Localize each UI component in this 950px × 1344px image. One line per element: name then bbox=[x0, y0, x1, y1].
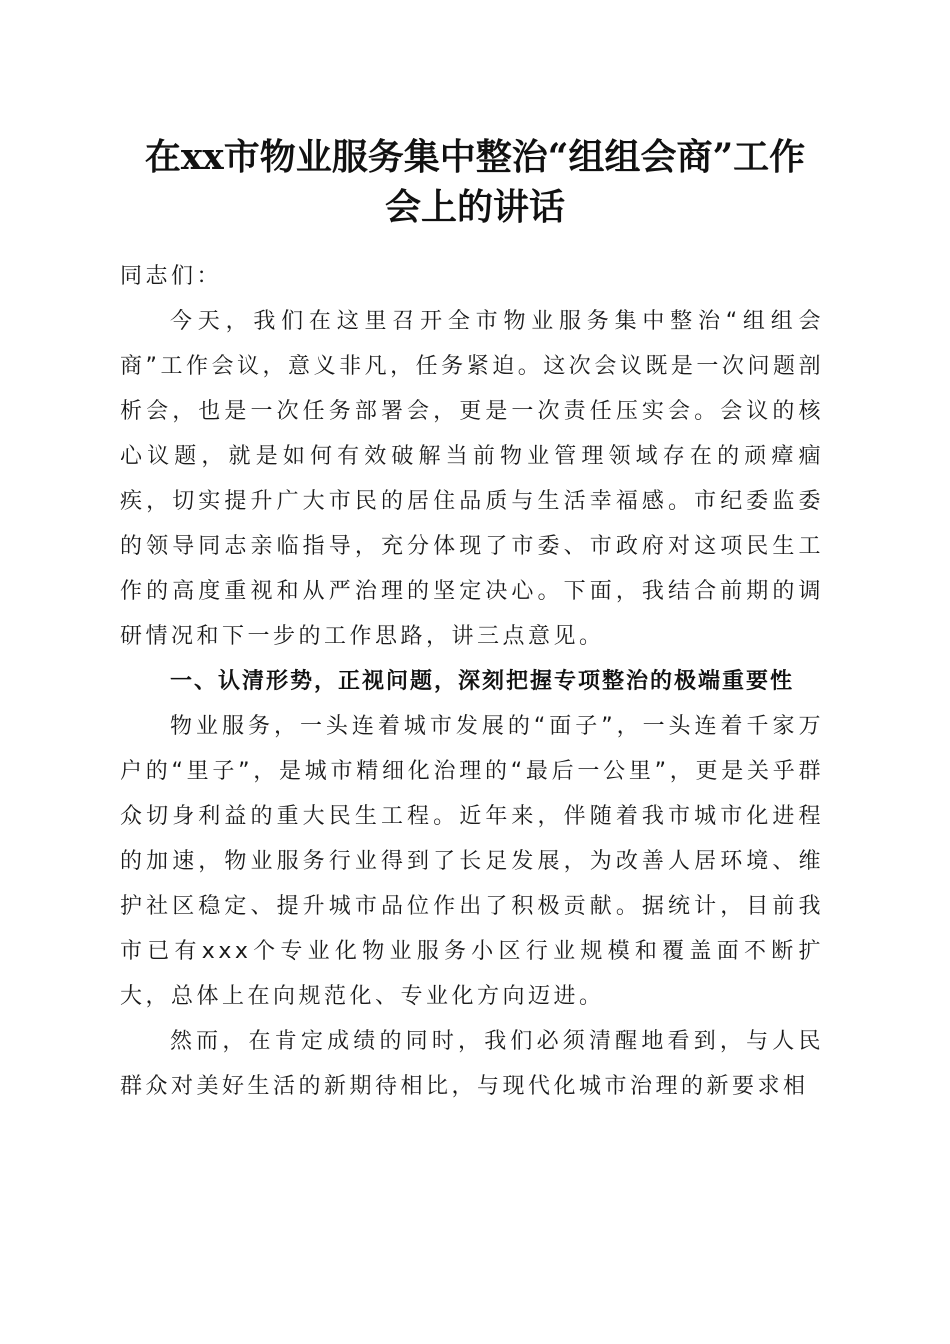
section-1-heading: 一、认清形势，正视问题，深刻把握专项整治的极端重要性 bbox=[170, 669, 795, 694]
page-title bbox=[118, 132, 832, 232]
section-1-paragraph-2: 然而，在肯定成绩的同时，我们必须清醒地看到，与人民群众对美好生活的新期待相比，与现代化城市治理的新要求相 bbox=[120, 1029, 824, 1099]
opening-paragraph: 今天，我们在这里召开全市物业服务集中整治“组组会商”工作会议，意义非凡，任务紧迫。这次会议既是一次问题剖析会，也是一次任务部署会，更是一次责任压实会。会议的核心议题，就是如何有效破解当前物业管理领域存在的顽瘴痼疾，切实提升广大市民的居住品质与生活幸福感。市纪委监委的领导同志亲临指导，充分体现了市委、市政府对这项民生工作的高度重视和从严治理的坚定决心。下面，我结合前期的调研情况和下一步的工作思路，讲三点意见。 bbox=[120, 309, 824, 649]
section-1-paragraph-1: 物业服务，一头连着城市发展的“面子”，一头连着千家万户的“里子”，是城市精细化治理的“最后一公里”，更是关乎群众切身利益的重大民生工程。近年来，伴随着我市城市化进程的加速，物业服务行业得到了长足发展，为改善人居环境、维护社区稳定、提升城市品位作出了积极贡献。据统计，目前我市已有xxx个专业化物业服务小区行业规模和覆盖面不断扩大，总体上在向规范化、专业化方向迈进。 bbox=[120, 714, 824, 1009]
title-line-2: 会上的讲话 bbox=[384, 186, 565, 228]
title-line-1: 在xx市物业服务集中整治“组组会商”工作 bbox=[144, 136, 806, 178]
speech-body bbox=[120, 254, 824, 1109]
salutation: 同志们： bbox=[120, 264, 223, 289]
